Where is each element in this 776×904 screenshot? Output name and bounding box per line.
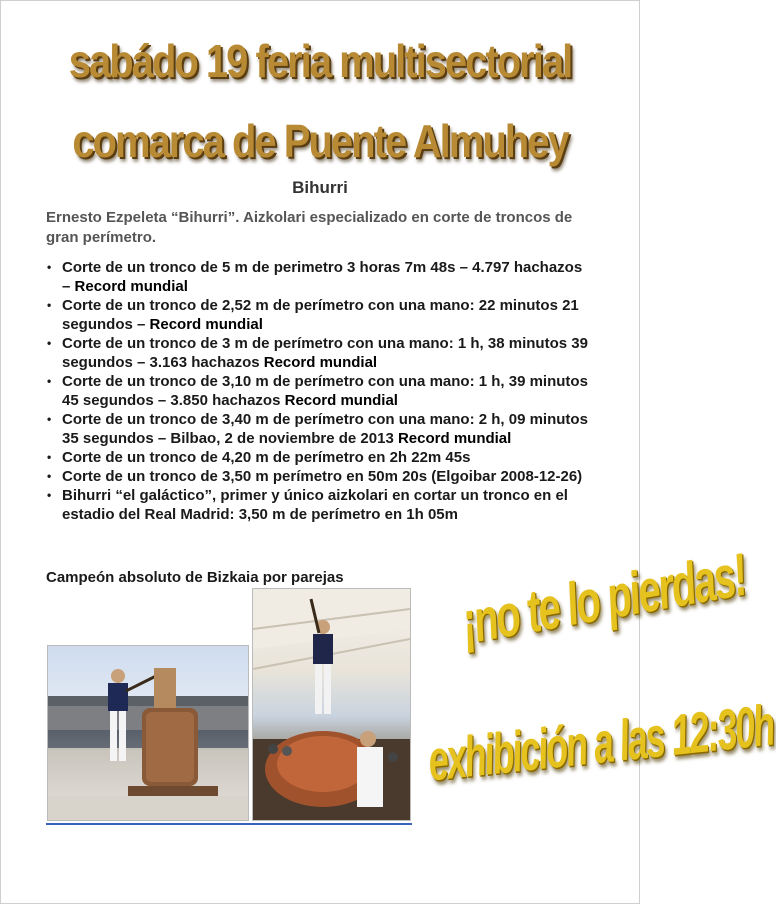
record-text: Corte de un tronco de 3 m de perímetro con una mano: 1 h, 38 minutos 39 segundos – 3.163 hachazos	[62, 335, 588, 371]
record-emphasis: Record mundial	[397, 430, 512, 447]
intro-paragraph: Ernesto Ezpeleta “Bihurri”. Aizkolari especializado en corte de troncos de gran perímetro.	[46, 209, 573, 246]
divider-rule	[46, 823, 412, 825]
callout-dont-miss: ¡no te lo pierdas!	[457, 542, 751, 657]
list-item	[46, 372, 594, 410]
list-item	[46, 448, 594, 467]
list-item	[46, 467, 594, 486]
record-text: Corte de un tronco de 4,20 m de perímetro en 2h 22m 45s	[62, 449, 471, 466]
list-item	[46, 410, 594, 448]
headline-line-2: comarca de Puente Almuhey	[72, 116, 568, 168]
headline-line-1: sabádo 19 feria multisectorial	[68, 36, 572, 88]
record-text: Corte de un tronco de 3,40 m de perímetro con una mano: 2 h, 09 minutos 35 segundos – Bilbao, 2 de noviembre de 2013	[62, 411, 588, 447]
records-list	[46, 258, 594, 524]
record-emphasis: Record mundial	[284, 392, 398, 409]
callout-exhibition-time: exhibición a las 12:30h	[425, 691, 776, 794]
photo-aizkolari-outdoor	[47, 645, 249, 821]
record-emphasis: Record mundial	[149, 316, 263, 333]
record-text: Corte de un tronco de 3,10 m de perímetro con una mano: 1 h, 39 minutos 45 segundos – 3.850 hachazos	[62, 373, 588, 409]
record-text: Corte de un tronco de 2,52 m de perímetro con una mano: 22 minutos 21 segundos –	[62, 297, 579, 333]
champion-line: Campeón absoluto de Bizkaia por parejas	[46, 569, 344, 586]
list-item	[46, 486, 594, 524]
list-item	[46, 334, 594, 372]
photo-aizkolari-stadium	[252, 588, 411, 821]
record-text: Corte de un tronco de 5 m de perimetro 3 horas 7m 48s – 4.797 hachazos –	[62, 259, 583, 295]
photo-outdoor-illustration	[48, 646, 248, 820]
list-item	[46, 296, 594, 334]
record-emphasis: Record mundial	[74, 278, 188, 295]
subtitle: Bihurri	[292, 178, 348, 197]
record-text: Bihurri “el galáctico”, primer y único aizkolari en cortar un tronco en el estadio del Real Madrid: 3,50 m de perímetro en 1h 05m	[62, 487, 568, 523]
record-emphasis: Record mundial	[263, 354, 378, 371]
record-text: Corte de un tronco de 3,50 m perímetro en 50m 20s (Elgoibar 2008-12-26)	[62, 468, 583, 485]
list-item	[46, 258, 594, 296]
photo-stadium-illustration	[253, 589, 410, 820]
